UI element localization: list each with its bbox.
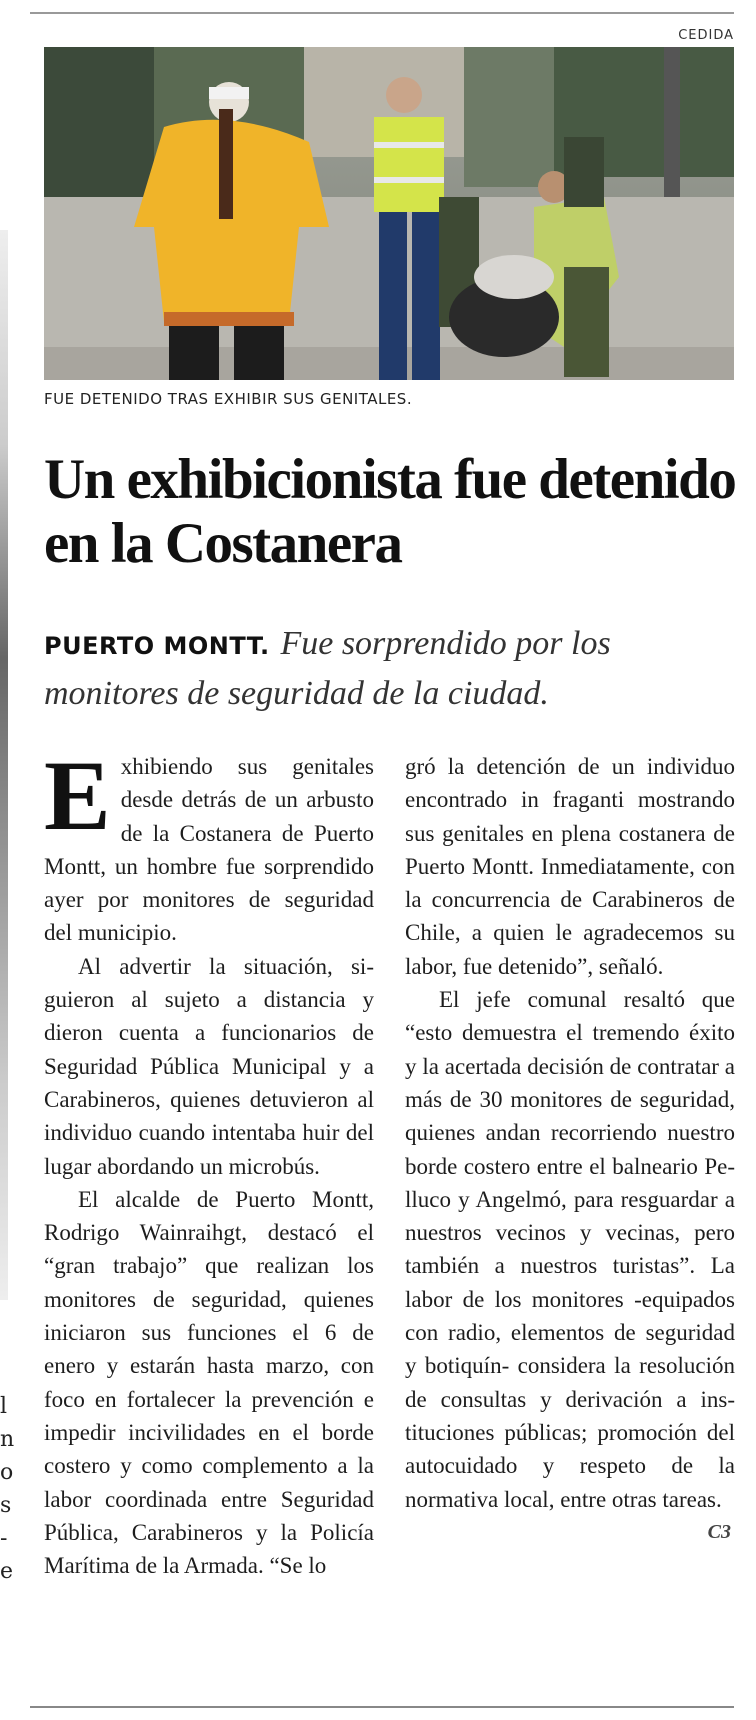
deck-location: PUERTO MONTT. [44,632,270,660]
adjacent-article-edge [0,230,8,1300]
deck-text: Fue sorprendido por los monitores de seguridad de la ciudad. [44,625,611,712]
paragraph-text: El jefe comunal resaltó que “esto demuestra el tremendo éxito y la acertada decisión de contratar a más de 30 monitores de seguridad, quienes andan recorriendo nuestro borde costero entre el balneario Pelluco y Angelmó, para resguardar a nuestros vecinos y vecinas, pero también a nuestros turistas”. La labor de los monitores -equipados con radio, elementos de seguridad y botiquín- considera la resolución de consultas y derivación a instituciones públicas; promoción del autocuidado y respeto de la normativa local, entre otras tareas. [405,987,735,1512]
fragment: n [0,1427,15,1452]
news-photo [44,47,734,380]
fragment: o [0,1460,14,1485]
body-column-1 [44,740,374,1582]
fragment: - [0,1526,8,1551]
drop-cap: E [44,740,111,851]
headline: Un exhibicionista fue detenido en la Costanera [44,448,736,575]
photo-caption: FUE DETENIDO TRAS EXHIBIR SUS GENITALES. [44,390,413,408]
deck [44,620,744,717]
end-mark-icon: C3 [707,1520,731,1543]
body-paragraph: El alcalde de Puerto Montt, Rodrigo Wainraihgt, destacó el “gran trabajo” que realizan los monitores de seguridad, quienes iniciaron sus funciones el 6 de enero y estarán hasta marzo, con foco en fortalecer la prevención e impedir incivilidades en el borde costero y como complemento a la labor coordinada entre Seguridad Pública, Carabineros y la Policía Marítima de la Armada. “Se lo [44,1186,374,1579]
body-paragraph: gró la detención de un individuo encontrado in fraganti mostrando sus genitales en plena costanera de Puerto Montt. Inmediatamente, con la concurrencia de Carabineros de Chile, a quien le agradecemos su labor, fue detenido”, señaló. [405,754,735,979]
adjacent-text-fragments [0,1390,15,1588]
fragment: l [0,1394,8,1419]
paragraph-text: xhibiendo sus genitales desde detrás de un arbusto de la Costanera de Puerto Montt, un hombre fue sorprendido ayer por monitores de seguridad del municipio. [44,754,374,946]
top-rule [30,12,734,14]
bottom-rule [30,1706,734,1708]
body-column-2 [405,750,735,1549]
photo-credit: CEDIDA [678,28,734,43]
fragment: e [0,1559,14,1584]
body-paragraph: Al advertir la situación, siguieron al sujeto a distancia y dieron cuenta a funcionarios de Seguridad Pública Municipal y a Carabineros, quienes detuvieron al individuo cuando intentaba huir del lugar abordando un microbús. [44,953,374,1179]
fragment: s [0,1493,12,1518]
body-paragraph [44,740,374,950]
street-scene-image [44,47,734,380]
body-paragraph [405,983,735,1543]
